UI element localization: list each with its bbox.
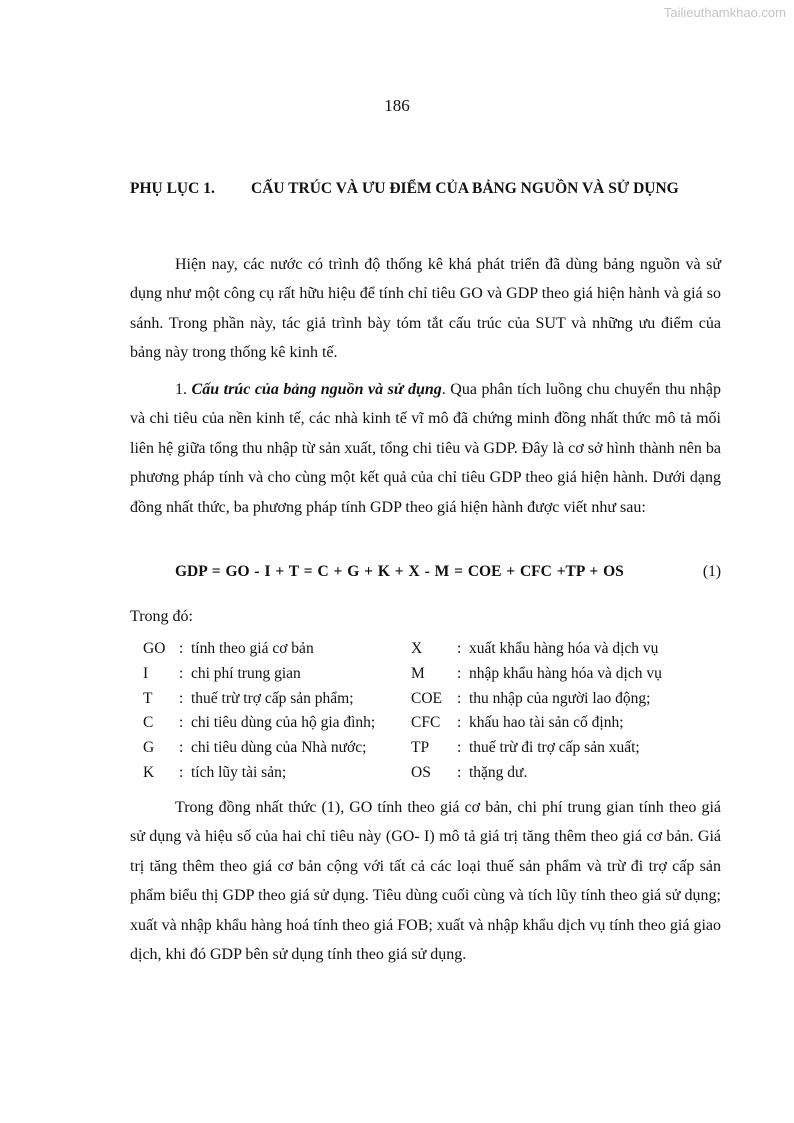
page-number: 186 xyxy=(384,96,410,115)
description: tích lũy tài sản; xyxy=(191,763,287,781)
section-number: 1. xyxy=(175,381,192,398)
definition-row xyxy=(143,690,723,715)
structure-paragraph xyxy=(130,375,721,522)
equation-number: (1) xyxy=(702,563,721,580)
colon: : xyxy=(457,664,462,682)
symbol: I xyxy=(143,664,149,682)
colon: : xyxy=(457,689,462,707)
appendix-title: CẤU TRÚC VÀ ƯU ĐIỂM CỦA BẢNG NGUỒN VÀ SỬ DỤNG xyxy=(251,180,679,197)
description: thuế trừ trợ cấp sản phẩm; xyxy=(191,689,354,707)
description: chi tiêu dùng của Nhà nước; xyxy=(191,739,367,757)
definition-row xyxy=(143,640,723,665)
appendix-number: PHỤ LỤC 1. xyxy=(130,180,215,197)
colon: : xyxy=(179,689,184,707)
appendix-heading xyxy=(130,180,730,198)
colon: : xyxy=(457,714,462,732)
description: chi tiêu dùng của hộ gia đình; xyxy=(191,714,376,732)
symbol: COE xyxy=(411,689,442,707)
definition-row xyxy=(143,665,723,690)
colon: : xyxy=(179,763,184,781)
symbol: K xyxy=(143,763,155,781)
colon: : xyxy=(457,763,462,781)
colon: : xyxy=(179,640,184,657)
description: thu nhập của người lao động; xyxy=(469,689,651,707)
symbol: M xyxy=(411,664,425,682)
definition-row xyxy=(143,764,723,789)
watermark: Tailieuthamkhao.com xyxy=(663,5,786,20)
symbol: C xyxy=(143,714,154,732)
symbol: T xyxy=(143,689,153,707)
gdp-identity xyxy=(130,563,721,585)
definition-row xyxy=(143,739,723,764)
description: xuất khẩu hàng hóa và dịch vụ xyxy=(469,640,659,657)
intro-paragraph: Hiện nay, các nước có trình độ thống kê khá phát triển đã dùng bảng nguồn và sử dụng như một công cụ rất hữu hiệu để tính chỉ tiêu GO và GDP theo giá hiện hành và giá so sánh. Trong phần này, tác giả trình bày tóm tắt cấu trúc của SUT và những ưu điểm của bảng này trong thống kê kinh tế. xyxy=(130,256,721,362)
definition-row xyxy=(143,714,723,739)
colon: : xyxy=(457,739,462,757)
description: tính theo giá cơ bản xyxy=(191,640,314,657)
symbol: G xyxy=(143,739,155,757)
definitions-list xyxy=(143,640,723,789)
where-label: Trong đó: xyxy=(130,608,193,625)
colon: : xyxy=(179,664,184,682)
colon: : xyxy=(457,640,462,657)
symbol: TP xyxy=(411,739,430,757)
description: thuế trừ đi trợ cấp sản xuất; xyxy=(469,739,640,757)
symbol: X xyxy=(411,640,423,657)
symbol: OS xyxy=(411,763,431,781)
symbol: CFC xyxy=(411,714,441,732)
description: nhập khẩu hàng hóa và dịch vụ xyxy=(469,664,662,682)
identity-explanation-paragraph: Trong đồng nhất thức (1), GO tính theo giá cơ bản, chi phí trung gian tính theo giá sử dụng và hiệu số của hai chỉ tiêu này (GO- I) mô tả giá trị tăng thêm theo giá cơ bản. Giá trị tăng thêm theo giá cơ bản cộng với tất cả các loại thuế sản phẩm và trừ đi trợ cấp sản phẩm biểu thị GDP theo giá sử dụng. Tiêu dùng cuối cùng và tích lũy tính theo giá sử dụng; xuất và nhập khẩu hàng hoá tính theo giá FOB; xuất và nhập khẩu dịch vụ tính theo giá giao dịch, khi đó GDP bên sử dụng tính theo giá sử dụng. xyxy=(130,799,721,964)
description: khấu hao tài sản cố định; xyxy=(469,714,624,732)
structure-body: . Qua phân tích luồng chu chuyển thu nhập và chi tiêu của nền kinh tế, các nhà kinh tế vĩ mô đã chứng minh đồng nhất thức mô tả mối liên hệ giữa tổng thu nhập từ sản xuất, tổng chi tiêu và GDP. Đây là cơ sở hình thành nên ba phương pháp tính và cho cùng một kết quả của chỉ tiêu GDP theo giá hiện hành. Dưới dạng đồng nhất thức, ba phương pháp tính GDP theo giá hiện hành được viết như sau: xyxy=(130,381,722,516)
section-title: Cấu trúc của bảng nguồn và sử dụng xyxy=(191,381,442,398)
description: chi phí trung gian xyxy=(191,664,301,682)
gdp-formula: GDP = GO - I + T = C + G + K + X - M = COE + CFC +TP + OS xyxy=(175,563,624,580)
colon: : xyxy=(179,739,184,757)
colon: : xyxy=(179,714,184,732)
symbol: GO xyxy=(143,640,166,657)
description: thặng dư. xyxy=(469,763,528,781)
